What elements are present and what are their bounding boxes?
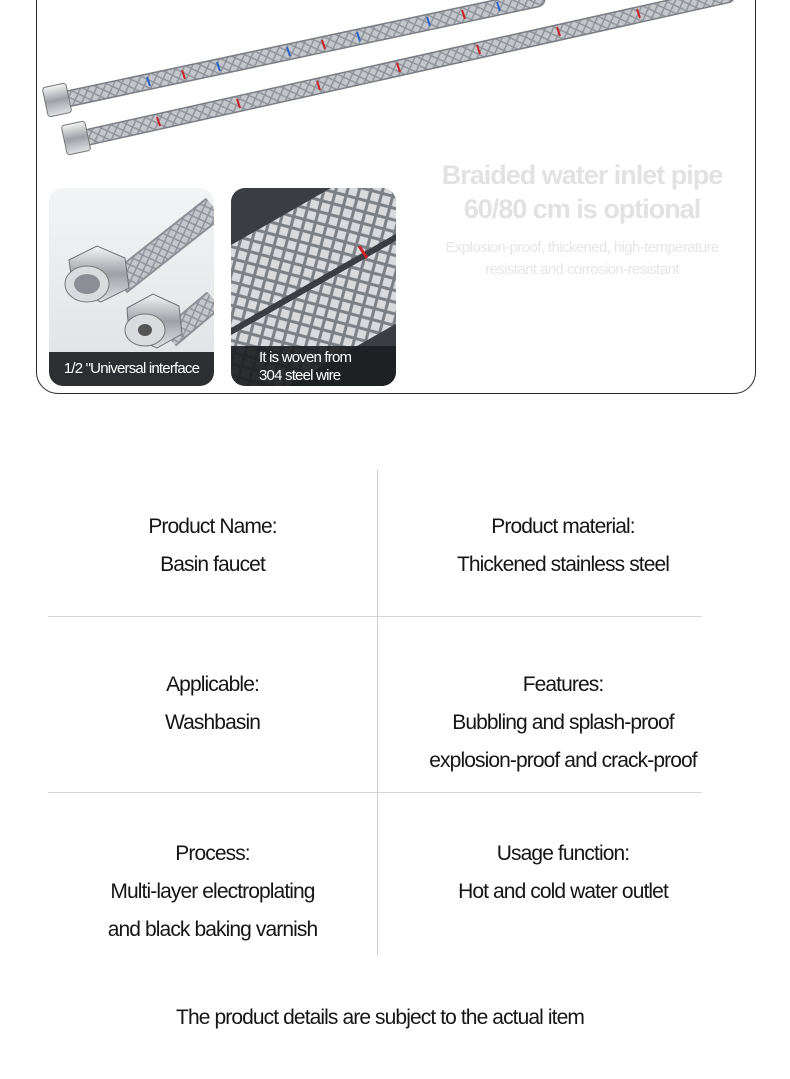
spec-value: explosion-proof and crack-proof [429, 749, 697, 772]
spec-value: Multi-layer electroplating [110, 880, 315, 903]
braid-label [231, 346, 396, 386]
disclaimer-note: The product details are subject to the actual item [176, 1006, 584, 1029]
spec-product-material [378, 508, 748, 584]
spec-value: Washbasin [164, 711, 260, 734]
spec-title: Applicable: [166, 673, 259, 696]
spec-title: Features: [522, 673, 604, 696]
spec-usage-function [378, 835, 748, 911]
spec-features [378, 666, 748, 780]
spec-value: and black baking varnish [107, 918, 318, 941]
spec-value: Basin faucet [160, 553, 265, 576]
spec-title: Process: [175, 842, 250, 865]
spec-table [48, 470, 702, 956]
braid-label-line-2: 304 steel wire [259, 367, 341, 384]
subheadline [427, 237, 737, 281]
spec-process [48, 835, 377, 949]
spec-title: Product material: [491, 515, 635, 538]
spec-value: Thickened stainless steel [456, 553, 670, 576]
braid-closeup-thumbnail [231, 188, 396, 386]
row-divider [48, 616, 702, 617]
headline-line-2: 60/80 cm is optional [463, 194, 701, 224]
headline [432, 158, 732, 226]
spec-value: Hot and cold water outlet [458, 880, 668, 903]
subheadline-line-2: resistant and corrosion-resistant [485, 261, 679, 278]
headline-line-1: Braided water inlet pipe [441, 160, 723, 190]
spec-applicable [48, 666, 377, 742]
row-divider [48, 792, 702, 793]
spec-value: Bubbling and splash-proof [452, 711, 674, 734]
spec-product-name [48, 508, 377, 584]
interface-thumbnail [49, 188, 214, 386]
spec-title: Product Name: [148, 515, 277, 538]
braid-label-line-1: It is woven from [259, 349, 352, 366]
spec-title: Usage function: [496, 842, 630, 865]
subheadline-line-1: Explosion-proof, thickened, high-temperature [445, 239, 719, 256]
interface-label: 1/2 "Universal interface [49, 352, 214, 386]
product-image-card [36, 0, 756, 394]
